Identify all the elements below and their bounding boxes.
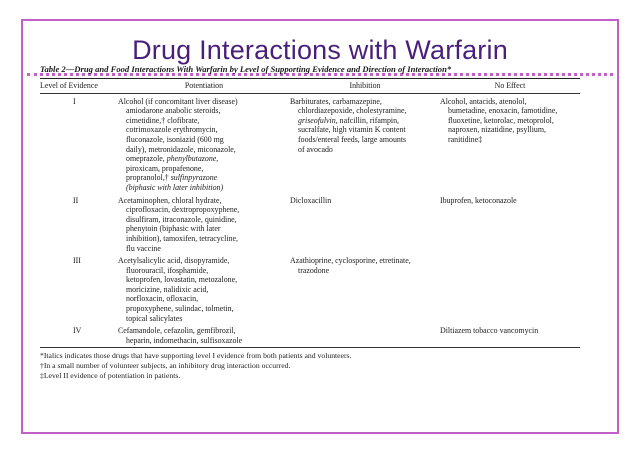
potentiation-line: Cefamandole, cefazolin, gemfibrozil, — [118, 326, 236, 336]
potentiation-cell — [118, 256, 290, 323]
potentiation-cell — [118, 326, 290, 345]
potentiation-line: omeprazole, phenylbutazone, — [126, 154, 219, 164]
potentiation-line: inhibition), tamoxifen, tetracycline, — [126, 233, 238, 243]
potentiation-line: norfloxacin, ofloxacin, — [126, 294, 199, 304]
footnote: ‡Level II evidence of potentiation in patients. — [40, 370, 181, 380]
no-effect-line: Alcohol, antacids, atenolol, — [440, 96, 527, 106]
header-level: Level of Evidence — [40, 81, 98, 90]
table-header-row — [40, 79, 580, 93]
footnote: †In a small number of volunteer subjects, an inhibitory drug interaction occurred. — [40, 361, 291, 371]
inhibition-line: sucralfate, high vitamin K content — [298, 125, 406, 135]
no-effect-line: fluoxetine, ketorolac, metoprolol, — [448, 115, 554, 125]
inhibition-line: Barbiturates, carbamazepine, — [290, 96, 382, 106]
no-effect-line: naproxen, nizatidine, psyllium, — [448, 125, 546, 135]
potentiation-line: moricizine, nalidixic acid, — [126, 284, 209, 294]
potentiation-line: Acetaminophen, chloral hydrate, — [118, 195, 222, 205]
header-potentiation: Potentiation — [184, 81, 224, 90]
evidence-level: I — [73, 96, 76, 106]
slide-title: Drug Interactions with Warfarin — [132, 35, 508, 65]
table-footnotes — [40, 351, 580, 380]
potentiation-line: (biphasic with later inhibition) — [126, 182, 224, 192]
table-bottom-rule — [40, 347, 580, 348]
evidence-level: II — [73, 195, 79, 205]
potentiation-cell — [118, 97, 290, 193]
table-row — [40, 193, 580, 254]
potentiation-line: propranolol,† sulfinpyrazone — [126, 173, 218, 183]
potentiation-cell — [118, 196, 290, 254]
potentiation-line: disulfiram, itraconazole, quinidine, — [126, 214, 237, 224]
evidence-level: III — [73, 256, 81, 266]
potentiation-line: ketoprofen, lovastatin, metozalone, — [126, 275, 238, 285]
inhibition-cell — [290, 326, 440, 345]
potentiation-line: Acetylsalicylic acid, disopyramide, — [118, 256, 230, 266]
potentiation-line: cotrimoxazole erythromycin, — [126, 125, 218, 135]
no-effect-line: ranitidine‡ — [448, 134, 483, 144]
footnote: *Italics indicates those drugs that have supporting level I evidence from both patients and volunteers. — [40, 351, 352, 361]
table-caption: Table 2—Drug and Food Interactions With Warfarin by Level of Supporting Evidence and Direction of Interaction* — [40, 64, 452, 74]
inhibition-line: trazodone — [298, 265, 330, 275]
potentiation-line: piroxicam, propafenone, — [126, 163, 204, 173]
potentiation-line: phenytoin (biphasic with later — [126, 224, 221, 234]
potentiation-line: heparin, indomethacin, sulfisoxazole — [126, 335, 243, 345]
no-effect-cell — [440, 256, 580, 323]
potentiation-line: flu vaccine — [126, 243, 161, 253]
no-effect-cell — [440, 326, 580, 345]
no-effect-line: Diltiazem tobacco vancomycin — [440, 326, 539, 336]
table-body — [40, 94, 580, 346]
header-no-effect: No Effect — [494, 81, 526, 90]
potentiation-line: cimetidine,† clofibrate, — [126, 115, 200, 125]
potentiation-line: propoxyphene, sulindac, tolmetin, — [126, 304, 234, 314]
inhibition-line: Dicloxacillin — [290, 195, 332, 205]
evidence-level: IV — [73, 326, 82, 336]
table-row — [40, 323, 580, 345]
inhibition-line: griseofulvin, nafcillin, rifampin, — [298, 115, 400, 125]
potentiation-line: daily), metronidazole, miconazole, — [126, 144, 236, 154]
table-row — [40, 94, 580, 193]
table-row — [40, 253, 580, 323]
inhibition-line: foods/enteral feeds, large amounts — [298, 134, 407, 144]
no-effect-line: Ibuprofen, ketoconazole — [440, 195, 517, 205]
no-effect-cell — [440, 97, 580, 193]
potentiation-line: fluconazole, isoniazid (600 mg — [126, 134, 224, 144]
no-effect-line: bumetadine, enoxacin, famotidine, — [448, 106, 558, 116]
inhibition-line: of avocado — [298, 144, 333, 154]
potentiation-line: topical salicylates — [126, 313, 183, 323]
potentiation-line: amiodarone anabolic steroids, — [126, 106, 221, 116]
potentiation-line: fluorouracil, ifosphamide, — [126, 265, 209, 275]
inhibition-cell — [290, 97, 440, 193]
interaction-table — [40, 64, 580, 380]
potentiation-line: Alcohol (if concomitant liver disease) — [118, 96, 238, 106]
inhibition-line: chlordiazepoxide, cholestyramine, — [298, 106, 407, 116]
inhibition-line: Azathioprine, cyclosporine, etretinate, — [290, 256, 411, 266]
inhibition-cell — [290, 196, 440, 254]
inhibition-cell — [290, 256, 440, 323]
potentiation-line: ciprofloxacin, dextropropoxyphene, — [126, 205, 240, 215]
no-effect-cell — [440, 196, 580, 254]
header-inhibition: Inhibition — [349, 81, 381, 90]
